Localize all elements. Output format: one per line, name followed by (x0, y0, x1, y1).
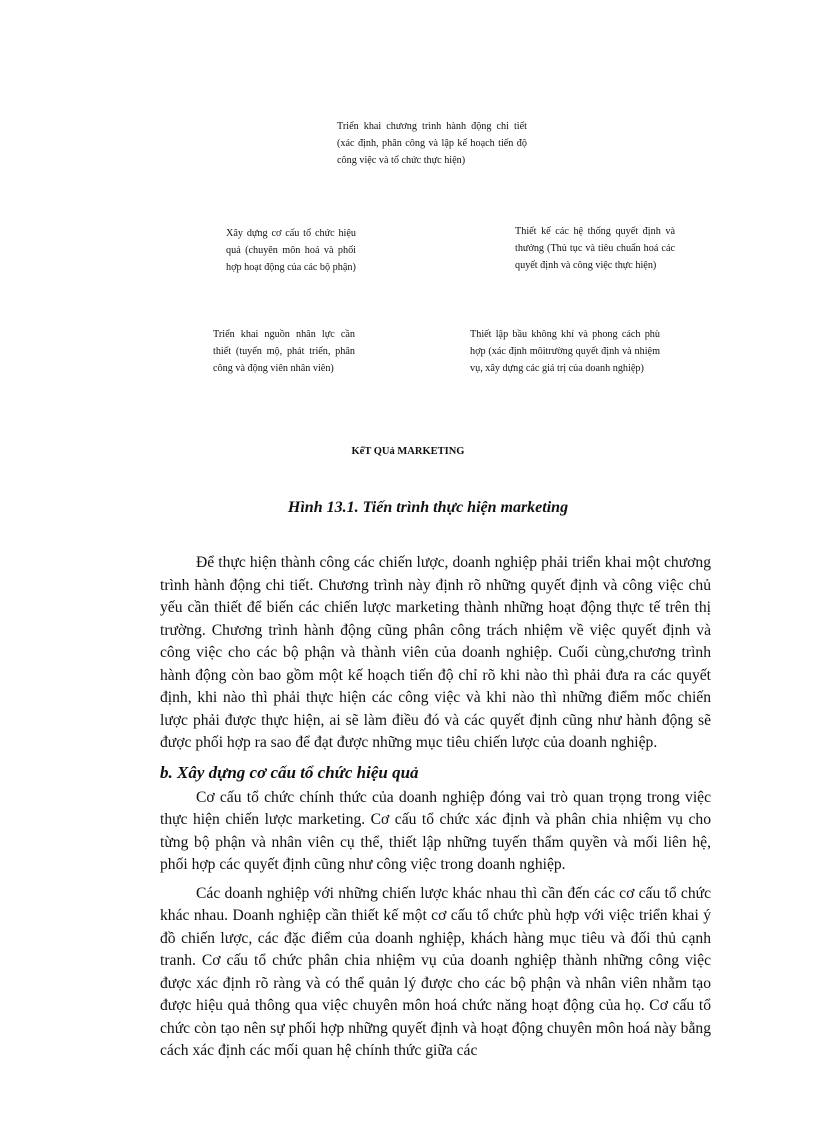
paragraph: Cơ cấu tổ chức chính thức của doanh nghiệp đóng vai trò quan trọng trong việc thực hiện chiến lược marketing. Cơ cấu tổ chức xác định và phân chia nhiệm vụ cho từng bộ phận và nhân viên cụ thể, thiết lập những tuyến thẩm quyền và mối liên hệ, phối hợp các quyết định cũng như công việc trong doanh nghiệp. (160, 788, 711, 873)
body-text (160, 552, 711, 1069)
section-heading: b. Xây dựng cơ cấu tổ chức hiệu quả (160, 762, 419, 782)
diagram-box-decision-reward-systems: Thiết kế các hệ thống quyết định và thưởng (Thủ tục và tiêu chuẩn hoá các quyết định và công việc thực hiện) (515, 226, 675, 271)
diagram-box-organization-structure: Xây dựng cơ cấu tổ chức hiệu quả (chuyên môn hoá và phối hợp hoạt động của các bộ phận) (226, 228, 356, 273)
diagram-box-human-resources: Triển khai nguồn nhân lực cần thiết (tuyển mộ, phát triển, phân công và động viên nhân viên) (213, 329, 355, 374)
diagram-box-climate-culture: Thiết lập bầu không khí và phong cách phù hợp (xác định môitrường quyết định và nhiệm vụ, xây dựng các giá trị của doanh nghiệp) (470, 329, 660, 374)
paragraph: Để thực hiện thành công các chiến lược, doanh nghiệp phải triển khai một chương trình hành động chi tiết. Chương trình này định rõ những quyết định và công việc chủ yếu cần thiết để biến các chiến lược marketing thành những hoạt động thực tế trên thị trường. Chương trình hành động cũng phân công trách nhiệm về việc quyết định và công việc cho các bộ phận và thành viên của doanh nghiệp. Cuối cùng,chương trình hành động còn bao gồm một kế hoạch tiến độ chỉ rõ khi nào thì phải đưa ra các quyết định, khi nào thì phải thực hiện các công việc và khi nào thì những điểm mốc chiến lược phải được thực hiện, ai sẽ làm điều đó và các quyết định cũng như hành động sẽ được phối hợp ra sao để đạt được những mục tiêu chiến lược của doanh nghiệp. (160, 554, 711, 751)
diagram-result-label: KếT QUả MARKETING (351, 446, 465, 457)
paragraph: Các doanh nghiệp với những chiến lược khác nhau thì cần đến các cơ cấu tổ chức khác nhau. Doanh nghiệp cần thiết kế một cơ cấu tổ chức phù hợp với việc triển khai ý đồ chiến lược, các đặc điểm của doanh nghiệp, khách hàng mục tiêu và đối thủ cạnh tranh. Cơ cấu tổ chức phân chia nhiệm vụ của doanh nghiệp thành những công việc được xác định rõ ràng và có thể quản lý được cho các bộ phận và nhân viên nhằm tạo được hiệu quả thông qua việc chuyên môn hoá chức năng hoạt động của họ. Cơ cấu tổ chức còn tạo nên sự phối hợp những quyết định và hoạt động chuyên môn hoá này bằng cách xác định các mối quan hệ chính thức giữa các (160, 884, 711, 1059)
diagram-box-action-program: Triển khai chương trình hành động chi tiết (xác định, phân công và lập kế hoạch tiến độ công việc và tổ chức thực hiện) (337, 121, 527, 166)
figure-caption: Hình 13.1. Tiến trình thực hiện marketing (287, 499, 569, 516)
